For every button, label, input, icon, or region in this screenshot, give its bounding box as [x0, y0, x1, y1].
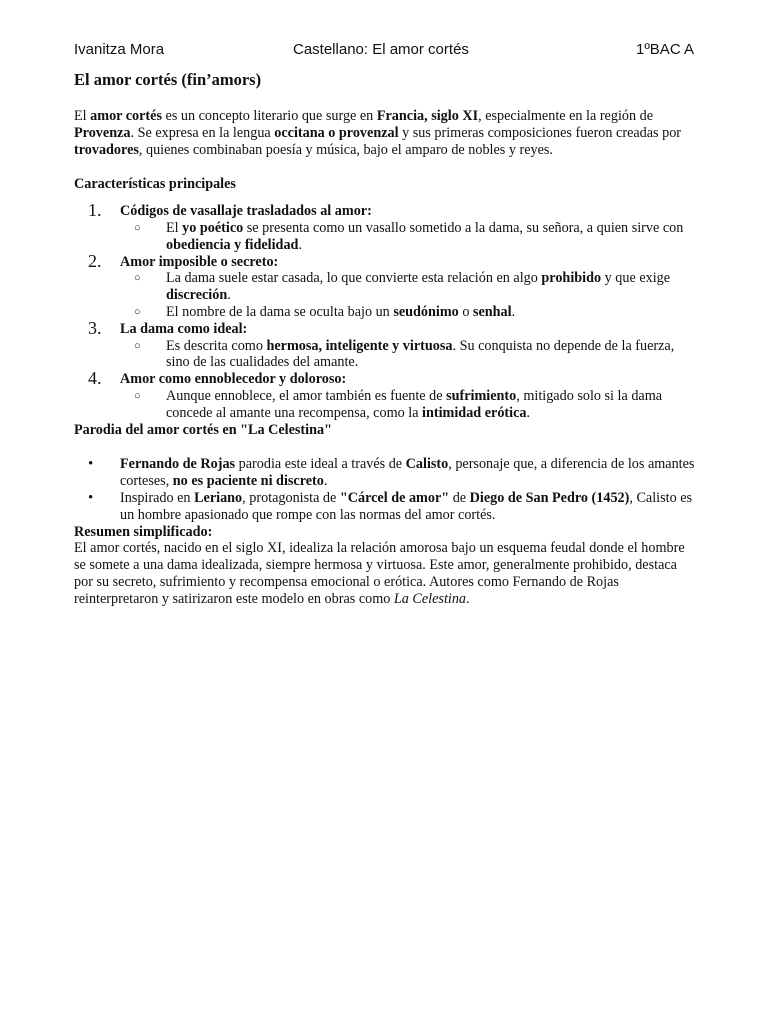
item-number: 1. [88, 200, 102, 221]
item-title: Códigos de vasallaje trasladados al amor: [120, 203, 372, 220]
list-item [74, 200, 698, 253]
sub-item: ○ Aunque ennoblece, el amor también es fuente de sufrimiento, mitigado solo si la dama concede al amante una recompensa, como la intimidad erótica. [134, 387, 663, 421]
header-class: 1ºBAC A [635, 41, 694, 58]
parody-heading: Parodia del amor cortés en "La Celestina" [74, 421, 332, 438]
header-author: Ivanitza Mora [74, 41, 165, 58]
sub-list [120, 270, 698, 320]
list-item: • Fernando de Rojas parodia este ideal a través de Calisto, personaje que, a diferencia de los amantes corteses, no es paciente ni discreto. [88, 456, 695, 490]
characteristics-list [74, 200, 698, 421]
document-body [74, 70, 698, 608]
item-title: Amor como ennoblecedor y doloroso: [120, 371, 347, 388]
item-number: 3. [88, 317, 102, 338]
list-item: • Inspirado en Leriano, protagonista de "Cárcel de amor" de Diego de San Pedro (1452), Calisto es un hombre apasionado que rompe con las normas del amor cortés. [88, 489, 693, 523]
sub-item: ○ Es descrita como hermosa, inteligente y virtuosa. Su conquista no depende de la fuerza, sino de las cualidades del amante. [134, 337, 675, 371]
item-title: La dama como ideal: [120, 320, 248, 337]
item-number: 2. [88, 250, 102, 271]
item-number: 4. [88, 368, 102, 389]
bullet-icon: • [88, 489, 94, 506]
sub-list [120, 220, 698, 254]
circle-bullet-icon: ○ [134, 272, 141, 285]
item-title: Amor imposible o secreto: [120, 253, 279, 270]
circle-bullet-icon: ○ [134, 305, 141, 318]
list-item [74, 368, 698, 421]
summary-heading: Resumen simplificado: [74, 523, 213, 540]
characteristics-heading: Características principales [74, 176, 236, 193]
circle-bullet-icon: ○ [134, 221, 141, 234]
bullet-icon: • [88, 456, 94, 473]
circle-bullet-icon: ○ [134, 389, 141, 402]
list-item [74, 317, 698, 371]
sub-item: ○ El nombre de la dama se oculta bajo un seudónimo o senhal. [134, 303, 516, 320]
sub-item: ○ La dama suele estar casada, lo que convierte esta relación en algo prohibido y que exige discreción. [134, 270, 671, 304]
circle-bullet-icon: ○ [134, 339, 141, 352]
work-title: La Celestina [393, 590, 467, 607]
header-subject: Castellano: El amor cortés [293, 41, 469, 58]
list-item [74, 250, 698, 321]
sub-list [120, 388, 698, 422]
summary-paragraph: El amor cortés, nacido en el siglo XI, idealiza la relación amorosa bajo un esquema feudal donde el hombre se somete a una dama idealizada, siempre hermosa y virtuosa. Este amor, generalmente prohibido, destaca por su secreto, sufrimiento y recompensa emocional o erótica. Autores como Fernando de Rojas reinterpretaron y satirizaron este modelo en obras como La Celestina. [74, 540, 685, 607]
page-header [74, 41, 694, 61]
parody-list [74, 456, 698, 523]
intro-paragraph: El amor cortés es un concepto literario que surge en Francia, siglo XI, especialmente en la región de Provenza. Se expresa en la lengua occitana o provenzal y sus primeras composiciones fueron creadas por trovadores, quienes combinaban poesía y música, bajo el amparo de nobles y reyes. [74, 108, 682, 158]
sub-list [120, 338, 698, 372]
document-title: El amor cortés (fin’amors) [74, 70, 262, 89]
sub-item: ○ El yo poético se presenta como un vasallo sometido a la dama, su señora, a quien sirve con obediencia y fidelidad. [134, 219, 684, 253]
